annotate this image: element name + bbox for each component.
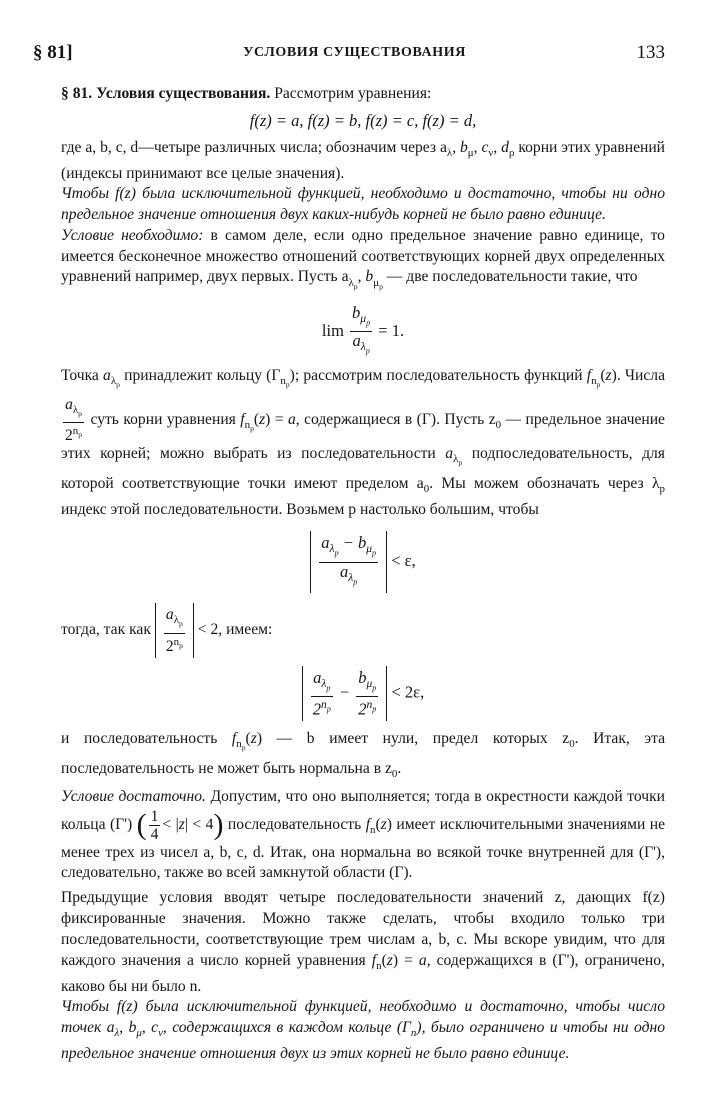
inequality-1: $\frac{a_{\lambda_p} - b_{\mu_p}}{a_{\lambda_p}}$ < ε, bbox=[61, 531, 665, 593]
intro-text: Рассмотрим уравнения: bbox=[274, 85, 432, 102]
paragraph-necessity: Условие необходимо: в самом деле, если одно предельное значение равно единице, то имеется бесконечное множество отношений соответствующих корней двух определенных уравнений например, двух первых. Пусть $a_{\lambda_p}$, $b_{\mu_p}$ — две последовательности такие, что bbox=[61, 226, 665, 291]
paragraph-point: Точка $a_{\lambda_p}$ принадлежит кольцу $(\Gamma_{n_p})$; рассмотрим последовательность функций $f_{n_p}(z)$. Числа $\frac{a_{\lambda_p}}{2^{n_p}}$ суть корни уравнения $f_{n_p}(z) = a$, содержащиеся в (Γ). Пусть $z_0$ — предельное значение этих корней; можно выбрать из последовательности $a_{\lambda_p}$ подпоследовательность, для которой соответствующие точки имеют пределом $a_0$. Мы можем обозначать через $\lambda_p$ индекс этой последовательности. Возьмем p настолько большим, чтобы bbox=[61, 366, 665, 519]
header-section-ref: § 81] bbox=[33, 42, 73, 63]
sufficiency-label: Условие достаточно. bbox=[61, 787, 206, 805]
equations-line: f(z) = a, f(z) = b, f(z) = c, f(z) = d, bbox=[249, 110, 477, 130]
theorem-statement-2: Чтобы f(z) была исключительной функцией, необходимо и достаточно, чтобы число точек $a_\lambda$, $b_\mu$, $c_\nu$, содержащихся в каждом кольце $(\Gamma_n)$, было ограничено и чтобы ни одно предельное значение отношения двух из этих корней не было равно единице. bbox=[61, 998, 666, 1062]
section-title: Условия существования. bbox=[96, 85, 271, 102]
necessity-label: Условие необходимо: bbox=[61, 226, 204, 244]
inequality-3: $\frac{a_{\lambda_p}}{2^{n_p}}$ − $\frac{b_{\mu_p}}{2^{n_p}}$ < 2ε, bbox=[61, 666, 665, 721]
section-heading-paragraph bbox=[61, 84, 665, 105]
header-title: УСЛОВИЯ СУЩЕСТВОВАНИЯ bbox=[243, 45, 466, 60]
page-number: 133 bbox=[636, 42, 665, 63]
page-body bbox=[61, 84, 665, 1065]
paragraph-sufficiency: Условие достаточно. Допустим, что оно выполняется; тогда в окрестности каждой точки кольца (Γ') ( $\frac{1}{4}$ < |z| < 4) последовательность $f_n(z)$ имеет исключительными значениями не менее трех из чисел a, b, c, d. Итак, она нормальна во всякой точке внутренней для (Γ'), следовательно, также во всей замкнутой области (Γ). bbox=[61, 787, 665, 882]
paragraph-togda: тогда, так как $\frac{a_{\lambda_p}}{2^{n_p}}$ < 2, имеем: bbox=[61, 603, 665, 657]
running-header bbox=[0, 42, 709, 68]
paragraph-conclusion: и последовательность $f_{n_p}(z)$ — b имеет нули, предел которых $z_0$. Итак, эта последовательность не может быть нормальна в $z_0$. bbox=[61, 729, 666, 781]
limit-equation: lim $\frac{b_{\mu_p}}{a_{\lambda_p}}$ = 1. bbox=[321, 302, 405, 356]
paragraph-notation: где a, b, c, d—четыре различных числа; обозначим через $a_\lambda$, $b_\mu$, $c_\nu$, $d_\rho$ корни этих уравнений (индексы принимают все целые значения). bbox=[61, 138, 666, 182]
paragraph-previous-conditions: Предыдущие условия вводят четыре последовательности значений z, дающих f(z) фиксированные значения. Можно также сделать, чтобы входило только три последовательности, соответствующие трем числам a, b, c. Мы вскоре увидим, что для каждого значения a число корней уравнения $f_n(z) = a$, содержащихся в (Γ'), ограничено, каково бы ни было n. bbox=[61, 889, 665, 995]
theorem-statement-1: Чтобы f(z) была исключительной функцией, необходимо и достаточно, чтобы ни одно предельное значение отношения двух каких-нибудь корней не было равно единице. bbox=[61, 185, 665, 224]
section-label: § 81. bbox=[61, 85, 93, 102]
